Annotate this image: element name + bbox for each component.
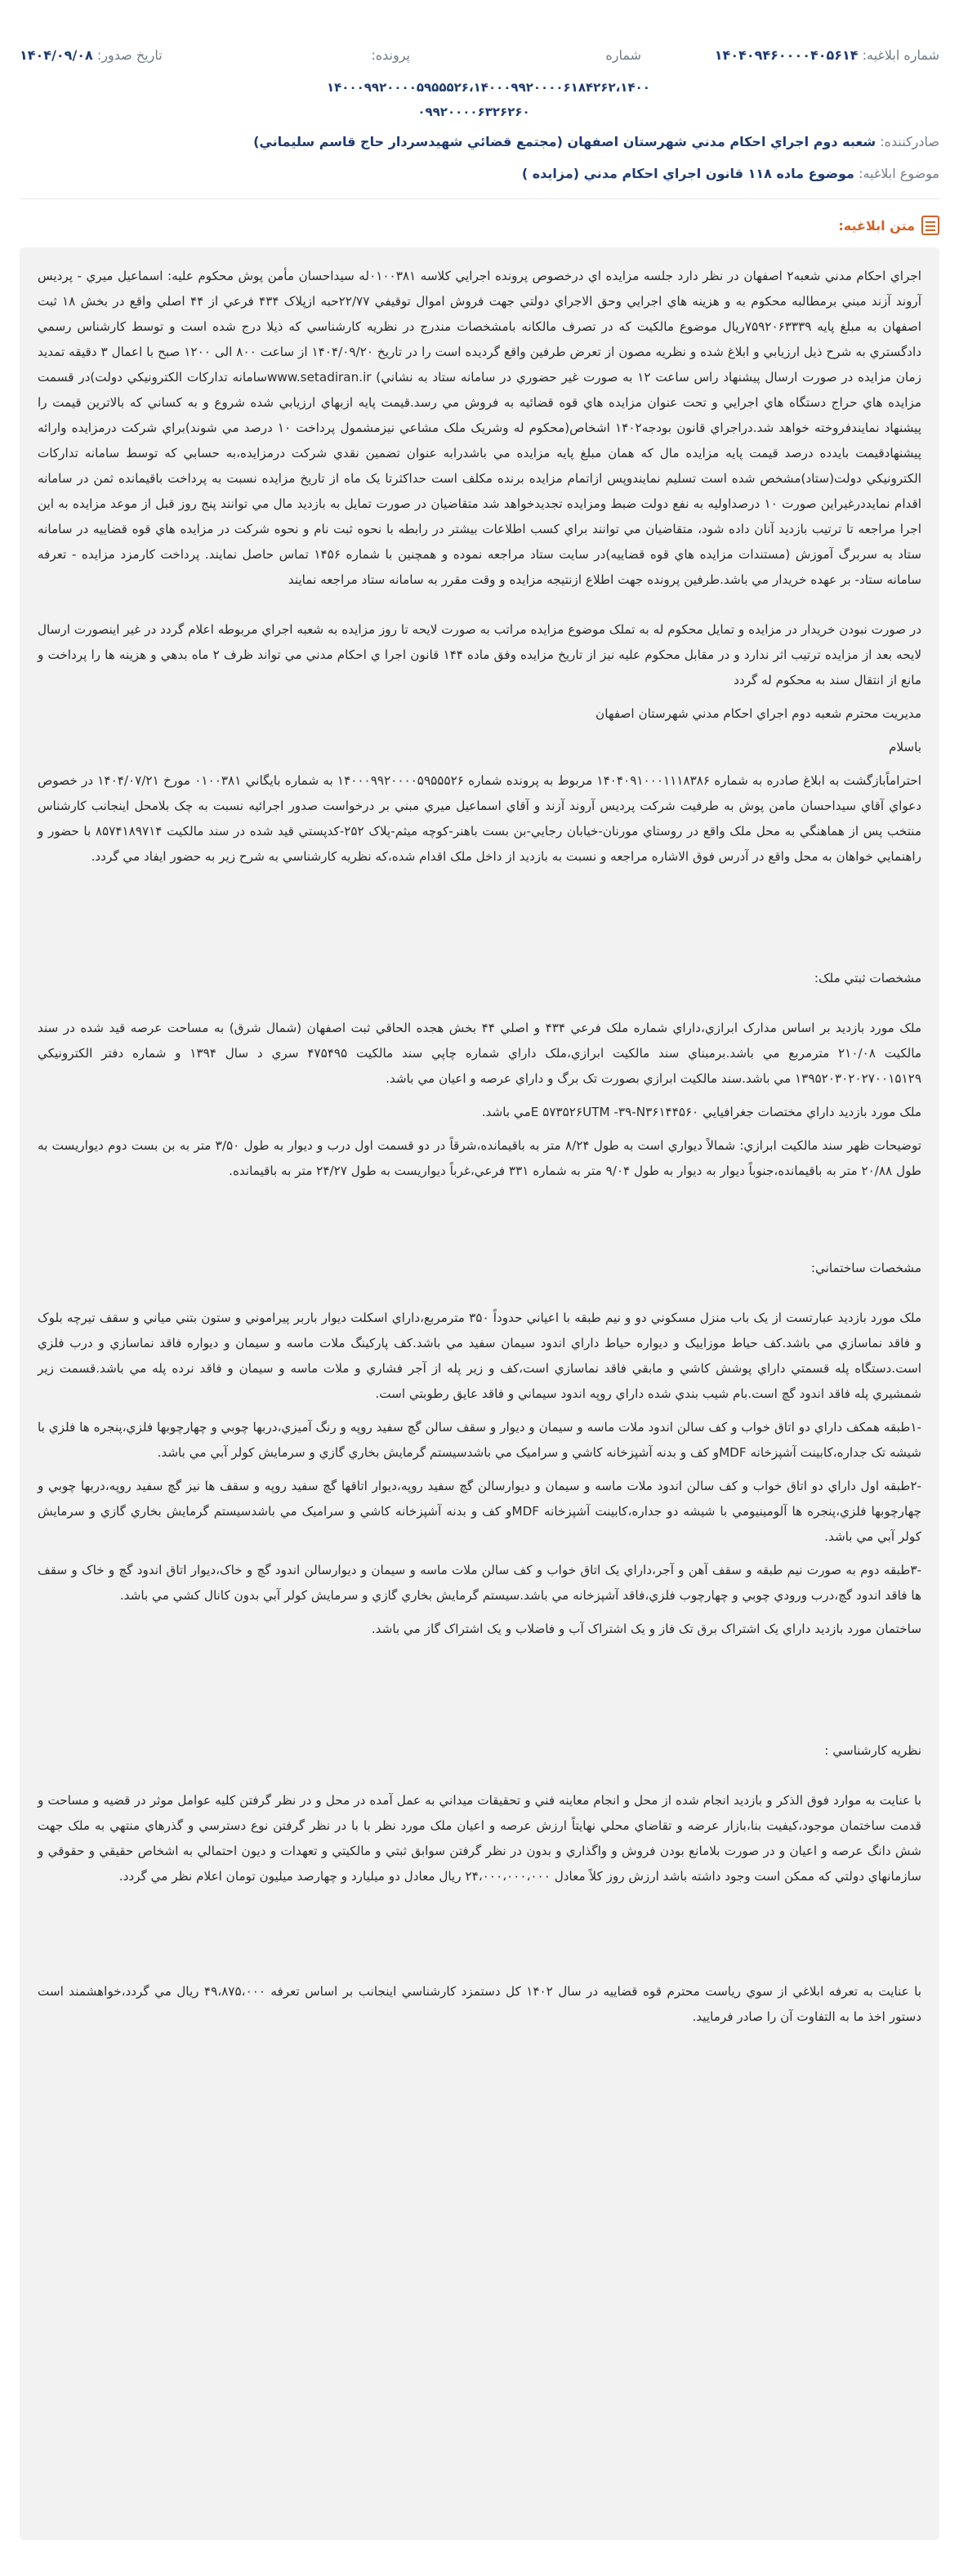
case-label: پرونده: — [371, 47, 410, 63]
body-paragraph: احتراماًبازگشت به ابلاغ صادره به شماره ۱۴۰۴۰۹۱۰۰۰۱۱۱۸۳۸۶ مربوط به پرونده شماره ۱۴۰۰۰۹۹۲۰۰۰۰۵۹۵۵۵۲۶ به شماره بايگاني ۰۱۰۰۳۸۱ مورخ ۱۴۰۴/۰۷/۲۱ در خصوص دعواي آقاي سيداحسان مامن پوش به طرفيت شركت پرديس آروند آزند و آقاي اسماعيل ميري مبني بر درخواست صدور اجرائيه نسبت به چک بلامحل اينجانب كارشناس منتخب پس از هماهنگي به محل ملک واقع در روستاي مورنان-خيابان رجايي-بن بست باهنر-كوچه ميثم-پلاک ۲۵۲-كدپستي قيد شده در سند مالكيت ۸۵۷۴۱۸۹۷۱۴ با حضور و راهنمايي خواهان به محل واقع در آدرس فوق الاشاره مراجعه و نسبت به بازديد از داخل ملک اقدام شده،كه نظريه كارشناسي به شرح زير به حضور ايفاد مي گردد. — [38, 773, 921, 864]
body-paragraph: توضيحات ظهر سند مالكيت ابرازي: شمالاً ديواري است به طول ۸/۲۴ متر به باقيمانده،شرقاً در دو قسمت اول درب و ديوار به طول ۳/۵۰ متر به بن بست دوم ديواريست به طول ۲۰/۸۸ متر به باقيمانده،جنوباً ديوار به ديوار به طول ۹/۰۴ متر به شماره ۳۳۱ فرعي،غرباً ديواريست به طول ۲۴/۲۷ متر به باقيمانده. — [38, 1138, 922, 1178]
body-paragraph: -۲طبقه اول داراي دو اتاق خواب و كف سالن اندود ملات ماسه و سيمان و ديوارسالن گچ سفيد روپه،ديوار اتاقها گچ سفيد روپه و سقف ها نيز گچ سفيد روپه،دربها چوبي و چهارچوبها فلزي،پنجره ها آلومينيومي با شيشه دو جداره،كابينت آشپزخانه MDFو كف و بدنه آشپزخانه كاشي و سراميک مي باشدسيستم گرمايش بخاري گازي و سرمايش كولر آبي مي باشد. — [38, 1479, 921, 1544]
issuer-label: صادرکننده: — [880, 134, 939, 149]
body-paragraph: -۱طبقه همكف داراي دو اتاق خواب و كف سالن اندود ملات ماسه و سيمان و ديوار و سقف سالن گچ سفيد روپه و رنگ آميزي،دربها چوبي و چهارچوبها فلزي،پنجره ها فلزي با شيشه تک جداره،كابينت آشپزخانه MDFو كف و بدنه آشپزخانه كاشي و سراميک مي باشدسيستم گرمايش بخاري گازي و سرمايش كولر آبي مي باشد. — [38, 1420, 921, 1460]
notice-number-value: ۱۴۰۴۰۹۴۶۰۰۰۰۴۰۵۶۱۴ — [714, 47, 859, 63]
body-paragraph: ساختمان مورد بازديد داراي يک اشتراک برق تک فاز و يک اشتراک آب و فاضلاب و يک اشتراک گاز مي باشد. — [371, 1622, 921, 1636]
notice-body — [20, 247, 939, 2540]
body-paragraph: ملک مورد بازديد عبارتست از يک باب منزل مسكوني دو و نيم طبقه با اعياني حدوداً ۳۵۰ مترمربع،داراي اسكلت ديوار باربر پيراموني و ستون بتني مياني و سقف تيرچه بلوک و فاقد نماسازي مي باشد.كف حياط موزاييک و ديواره حياط داراي اندود سيمان سفيد مي باشد.كف پاركينگ ملات ماسه و سيمان و ديواره فاقد نماسازي و درب فلزي است.دستگاه پله قسمتي داراي پوشش كاشي و مابقي فاقد نماسازي است،كف و زير پله از آجر فشاري و ملات ماسه و سيمان و فاقد نرده پله مي باشد.قسمت زير شمشيري پله فاقد اندود گچ است.بام شيب بندي شده داراي روپه اندود سيماني و فاقد عايق رطوبتي است. — [38, 1310, 922, 1401]
registration-title: مشخصات ثبتي ملک: — [814, 971, 921, 985]
number-label: شماره — [605, 47, 641, 63]
issue-date-field — [20, 47, 163, 63]
divider — [20, 198, 939, 199]
body-paragraph: در صورت نبودن خريدار در مزايده و تمايل محكوم له به تملک موضوع مزايده مراتب به صورت لايحه تا روز مزايده به شعبه اجراي مربوطه اعلام گردد در غير اينصورت ارسال لايحه بعد از مزايده ترتيب اثر ندارد و در مقابل محكوم عليه نيز از تاريخ مزايده وفق ماده ۱۴۴ قانون اجرا ي احكام مدني مي تواند ظرف ۲ ماه بدهي و هزينه ها را پرداخت و مانع از انتقال سند به محكوم له گردد — [38, 622, 921, 687]
body-paragraph: -۳طبقه دوم به صورت نيم طبقه و سقف آهن و آجر،داراي يک اتاق خواب و كف سالن ملات ماسه و سيمان و ديوارسالن اندود گچ و خاک،ديوار اتاق اندود گچ و خاک و سقف ها فاقد اندود گچ،درب ورودي چوبي و چهارچوب فلزي،فاقد آشپزخانه مي باشد.سيستم گرمايش بخاري گازي و سرمايش كولر آبي بدون كانال كشي مي باشد. — [38, 1563, 921, 1603]
body-paragraph: اجراي احكام مدني شعبه۲ اصفهان در نظر دارد جلسه مزايده اي درخصوص پرونده اجرايي كلاسه ۰۱۰۰۳۸۱له سيداحسان مأمن پوش محكوم عليه: اسماعيل ميري - پرديس آروند آزند مبني برمطالبه محكوم به و هزينه هاي اجرايي وحق الاجراي دولتي جهت فروش اموال توقيفي ۲۲/۷۷حبه ازپلاک ۴۳۴ فرعي از ۴۴ اصلي واقع در بخش ۱۸ ثبت اصفهان به مبلغ پايه ۷۵۹۲۰۶۳۳۳۹ریال موضوع مالكيت كه در تصرف مالكانه بامشخصات مندرج در نظريه كارشناسي كه ذيلا درج شده است و توسط كارشناس رسمي دادگستري به شرح ذيل ارزيابي و ابلاغ شده و نظريه مصون از تعرض طرفين واقع گرديده است را در تاريخ ۱۴۰۴/۰۹/۲۰ از ساعت ۸۰۰ الی ۱۲۰۰ صبح با اعمال ۳ دقيقه تمديد زمان مزايده در صورت ارسال پيشنهاد راس ساعت ۱۲ به صورت غير حضوري در سامانه ستاد به نشاني) www.setadiran.irسامانه تداركات الكترونيكي دولت)در قسمت مزايده هاي حراج دستگاه هاي اجرايي و تحت عنوان مزايده هاي قوه قضائيه به فروش مي رسد.قيمت پايه ازبهاي ارزيابي شده شروع و به كساني كه بالاترين قيمت را پيشنهاد نمايندفروخته خواهد شد.دراجراي قانون بودجه۱۴۰۲ اشخاص(محكوم له وشريک ملک مشاعي نيزمشمول پرداخت ۱۰ درصد مي شوند)براي شركت درمزايده وارائه پيشنهادقيمت بايدده درصد قيمت پايه مزايده مال كه همان مبلغ پايه مزايده مي باشدرابه عنوان تضمين نقدي شركت درمزايده،به حسابي كه توسط سامانه تداركات الكترونيكي دولت(ستاد)مشخص شده است تسليم نمايندوپس ازاتمام مزايده برنده مكلف است حداكثرتا يک ماه از تاريخ مزايده نسبت به پرداخت باقيمانده ثمن در سامانه اقدام نمايددرغيراين صورت ۱۰ درصداوليه به نفع دولت ضبط ومزايده تجديدخواهد شد متقاضيان در صورت تمايل به بازديد مال مي توانند پنج روز قبل از موعد مزايده به اين اجرا مراجعه تا ترتيب بازديد آنان داده شود، متقاضيان مي توانند براي كسب اطلاعات بيشتر در رابطه با نحوه ثبت نام و نحوه شركت در مزايده هاي قوه قضاييه در سامانه ستاد به سربرگ آموزش (مستندات مزايده هاي قوه قضاييه)در سايت ستاد مراجعه نموده و همچنين با شماره ۱۴۵۶ تماس حاصل نمايند. پرداخت كارمزد مزايده - تعرفه سامانه ستاد- بر عهده خريدار مي باشد.طرفين پرونده جهت اطلاع ازنتيجه مزايده و وقت مقرر به سامانه ستاد مراجعه نمايند — [38, 269, 922, 587]
salutation: باسلام — [888, 740, 921, 754]
case-numbers-line: ۱۴۰۰۰۹۹۲۰۰۰۰۵۹۵۵۵۲۶،۱۴۰۰۰۹۹۲۰۰۰۰۶۱۸۴۲۶۲،۱۴۰۰ — [327, 80, 650, 95]
building-title: مشخصات ساختماني: — [810, 1261, 921, 1275]
body-paragraph: با عنايت به تعرفه ابلاغي از سوي رياست محترم قوه قضاييه در سال ۱۴۰۲ كل دستمزد كارشناسي اينجانب بر اساس تعرفه ۴۹،۸۷۵،۰۰۰ ريال مي گردد،خواهشمند است دستور اخذ ما به التفاوت آن را صادر فرماييد. — [38, 1984, 921, 2024]
opinion-title: نظريه كارشناسي : — [824, 1743, 921, 1758]
document-icon — [921, 216, 939, 235]
case-numbers-line: ۰۹۹۲۰۰۰۰۶۳۲۶۲۶۰ — [417, 105, 530, 119]
section-title: متن ابلاغیه: — [838, 217, 915, 234]
notice-number-label: شماره ابلاغیه: — [862, 47, 939, 63]
subject-row — [522, 166, 939, 181]
issue-date-value: ۱۴۰۴/۰۹/۰۸ — [20, 47, 93, 63]
case-numbers — [327, 75, 650, 124]
issuer-value: شعبه دوم اجراي احكام مدني شهرستان اصفهان (مجتمع قضائي شهيدسردار حاج قاسم سليماني) — [253, 134, 876, 149]
subject-value: موضوع ماده ۱۱۸ قانون اجراي احكام مدني (مزايده ) — [521, 166, 854, 181]
body-paragraph: ملک مورد بازديد بر اساس مدارک ابرازي،داراي شماره ملک فرعي ۴۳۴ و اصلي ۴۴ بخش هجده الحاقي ثبت اصفهان (شمال شرق) به مساحت عرصه قيد شده در سند مالكيت ۲۱۰/۰۸ مترمربع مي باشد.برمبناي سند مالكيت ابرازي،ملک داراي شماره چاپي سند مالكيت ۴۷۵۴۹۵ سري د سال ۱۳۹۴ و شماره دفتر الكترونيكي ۱۳۹۵۲۰۳۰۲۰۲۷۰۰۱۵۱۲۹ مي باشد.سند مالكيت ابرازي بصورت تک برگ و داراي عرصه و اعيان مي باشد. — [38, 1021, 921, 1086]
body-paragraph: با عنايت به موارد فوق الذكر و بازديد انجام شده از محل و انجام معاينه فني و تحقيقات ميداني به عمل آمده در محل و در نظر گرفتن كليه عوامل موثر در قضيه و مساحت و قدمت ساختمان موجود،كيفيت بنا،بازار عرضه و تقاضاي محلي نهايتاً ارزش عرصه و اعيان ملک مورد نظر با با در نظر گرفتن نوع دسترسي و گذرهاي منتهي به ملک جهت شش دانگ عرصه و اعيان و در صورت بلامانع بودن فروش و واگذاري و بدون در نظر گرفتن سوابق ثبتي و مالكيتي و تعهدات و ديون احتمالي به اشخاص حقيقي و حقوقي و سازمانهاي دولتي كه ممكن است وجود داشته باشد ارزش روز كلاً معادل ۲۴،۰۰۰،۰۰۰،۰۰۰ ريال معادل دو ميليارد و چهارصد ميليون تومان اعلام نظر مي گردد. — [38, 1793, 921, 1884]
issuer-row — [253, 134, 939, 149]
section-header — [838, 216, 939, 235]
subject-label: موضوع ابلاغیه: — [859, 166, 939, 181]
header-row — [20, 47, 939, 70]
issue-date-label: تاریخ صدور: — [96, 47, 163, 63]
addressee: مديريت محترم شعبه دوم اجراي احكام مدني شهرستان اصفهان — [595, 706, 921, 721]
notice-number-field — [715, 47, 939, 63]
body-paragraph: ملک مورد بازديد داراي مختصات جغرافيايي E ۵۷۳۵۲۶UTM -۳۹-N۳۶۱۴۴۵۶۰مي باشد. — [481, 1105, 921, 1119]
